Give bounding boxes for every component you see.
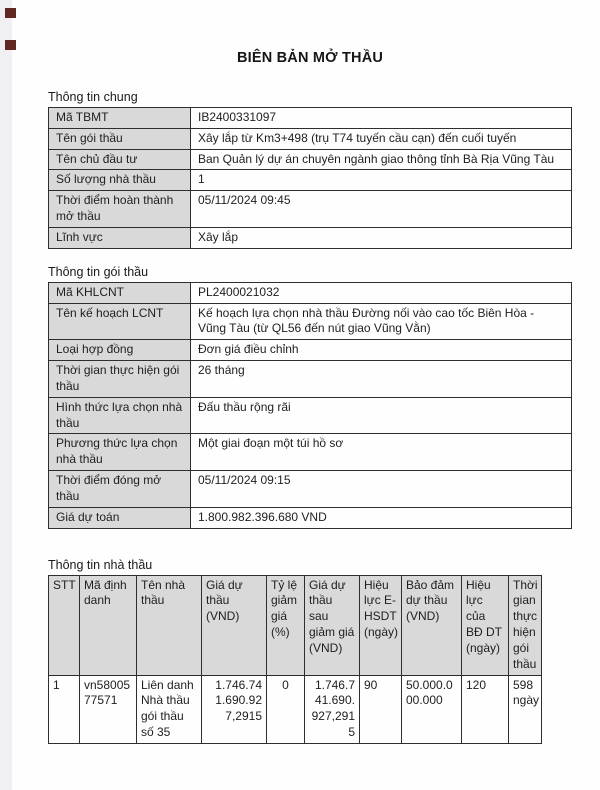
field-value-cell: 26 tháng xyxy=(191,361,572,398)
table-row xyxy=(49,471,572,508)
field-value-cell: 05/11/2024 09:15 xyxy=(191,471,572,508)
field-value-cell: IB2400331097 xyxy=(191,108,572,129)
bidder-cell-price-after: 1.746.741.690.927,2915 xyxy=(305,675,360,743)
field-value-cell: Một giai đoạn một túi hồ sơ xyxy=(191,434,572,471)
table-row xyxy=(49,397,572,434)
field-value-cell: Ban Quản lý dự án chuyên ngành giao thông tỉnh Bà Rịa Vũng Tàu xyxy=(191,149,572,170)
bidder-cell-validity: 90 xyxy=(360,675,402,743)
table-row xyxy=(49,149,572,170)
bidders-table xyxy=(48,575,542,744)
section-heading-general: Thông tin chung xyxy=(48,90,138,104)
column-header: Mã định danh xyxy=(80,575,137,675)
bidder-cell-price: 1.746.741.690.927,2915 xyxy=(202,675,267,743)
red-marker-icon xyxy=(5,8,16,18)
red-marker-icon xyxy=(5,40,16,50)
left-gutter xyxy=(0,0,12,790)
table-row xyxy=(49,108,572,129)
table-row xyxy=(49,340,572,361)
column-header: Giá dự thầu sau giảm giá (VND) xyxy=(305,575,360,675)
field-value-cell: PL2400021032 xyxy=(191,282,572,303)
package-info-table xyxy=(48,282,572,529)
column-header: Giá dự thầu (VND) xyxy=(202,575,267,675)
column-header: Tỷ lệ giảm giá (%) xyxy=(267,575,305,675)
field-label-cell: Mã KHLCNT xyxy=(49,282,191,303)
bidder-cell-guarantee: 50.000.000.000 xyxy=(402,675,462,743)
table-row xyxy=(49,361,572,398)
table-row xyxy=(49,434,572,471)
field-label-cell: Thời gian thực hiện gói thầu xyxy=(49,361,191,398)
field-value-cell: 1.800.982.396.680 VND xyxy=(191,507,572,528)
field-value-cell: Đấu thầu rộng rãi xyxy=(191,397,572,434)
bidder-row xyxy=(49,675,542,743)
field-value-cell: Đơn giá điều chỉnh xyxy=(191,340,572,361)
field-label-cell: Mã TBMT xyxy=(49,108,191,129)
document-title: BIÊN BẢN MỞ THẦU xyxy=(236,50,384,66)
table-row xyxy=(49,227,572,248)
field-label-cell: Thời điểm đóng mở thầu xyxy=(49,471,191,508)
bidder-cell-guarantee-validity: 120 xyxy=(462,675,509,743)
field-value-cell: Kế hoạch lựa chọn nhà thầu Đường nối vào cao tốc Biên Hòa - Vũng Tàu (từ QL56 đến nút giao Vũng Vằn) xyxy=(191,303,572,340)
table-row xyxy=(49,303,572,340)
column-header: Hiệu lực E-HSDT (ngày) xyxy=(360,575,402,675)
field-label-cell: Số lượng nhà thầu xyxy=(49,170,191,191)
document-body xyxy=(48,0,572,744)
column-header: STT xyxy=(49,575,80,675)
field-value-cell: Xây lắp từ Km3+498 (trụ T74 tuyến cầu cạn) đến cuối tuyến xyxy=(191,128,572,149)
field-label-cell: Tên kế hoạch LCNT xyxy=(49,303,191,340)
table-row xyxy=(49,507,572,528)
field-value-cell: 1 xyxy=(191,170,572,191)
field-label-cell: Lĩnh vực xyxy=(49,227,191,248)
bidder-cell-name: Liên danh Nhà thầu gói thầu số 35 xyxy=(137,675,202,743)
column-header: Hiệu lực của BĐ DT (ngày) xyxy=(462,575,509,675)
section-heading-package: Thông tin gói thầu xyxy=(48,264,149,279)
bidder-cell-id: vn5800577571 xyxy=(80,675,137,743)
table-row xyxy=(49,282,572,303)
bidder-cell-stt: 1 xyxy=(49,675,80,743)
field-label-cell: Loại hợp đồng xyxy=(49,340,191,361)
field-value-cell: 05/11/2024 09:45 xyxy=(191,191,572,228)
column-header: Tên nhà thầu xyxy=(137,575,202,675)
field-label-cell: Phương thức lựa chọn nhà thầu xyxy=(49,434,191,471)
column-header: Thời gian thực hiện gói thầu xyxy=(509,575,542,675)
bidder-cell-discount: 0 xyxy=(267,675,305,743)
general-info-table xyxy=(48,107,572,249)
field-label-cell: Tên gói thầu xyxy=(49,128,191,149)
bidders-header-row xyxy=(49,575,542,675)
field-label-cell: Hình thức lựa chọn nhà thầu xyxy=(49,397,191,434)
field-value-cell: Xây lắp xyxy=(191,227,572,248)
field-label-cell: Thời điểm hoàn thành mở thầu xyxy=(49,191,191,228)
table-row xyxy=(49,128,572,149)
table-row xyxy=(49,170,572,191)
field-label-cell: Tên chủ đầu tư xyxy=(49,149,191,170)
bidder-cell-duration: 598 ngày xyxy=(509,675,542,743)
table-row xyxy=(49,191,572,228)
section-heading-bidders: Thông tin nhà thầu xyxy=(48,557,153,572)
column-header: Bảo đảm dự thầu (VND) xyxy=(402,575,462,675)
field-label-cell: Giá dự toán xyxy=(49,507,191,528)
